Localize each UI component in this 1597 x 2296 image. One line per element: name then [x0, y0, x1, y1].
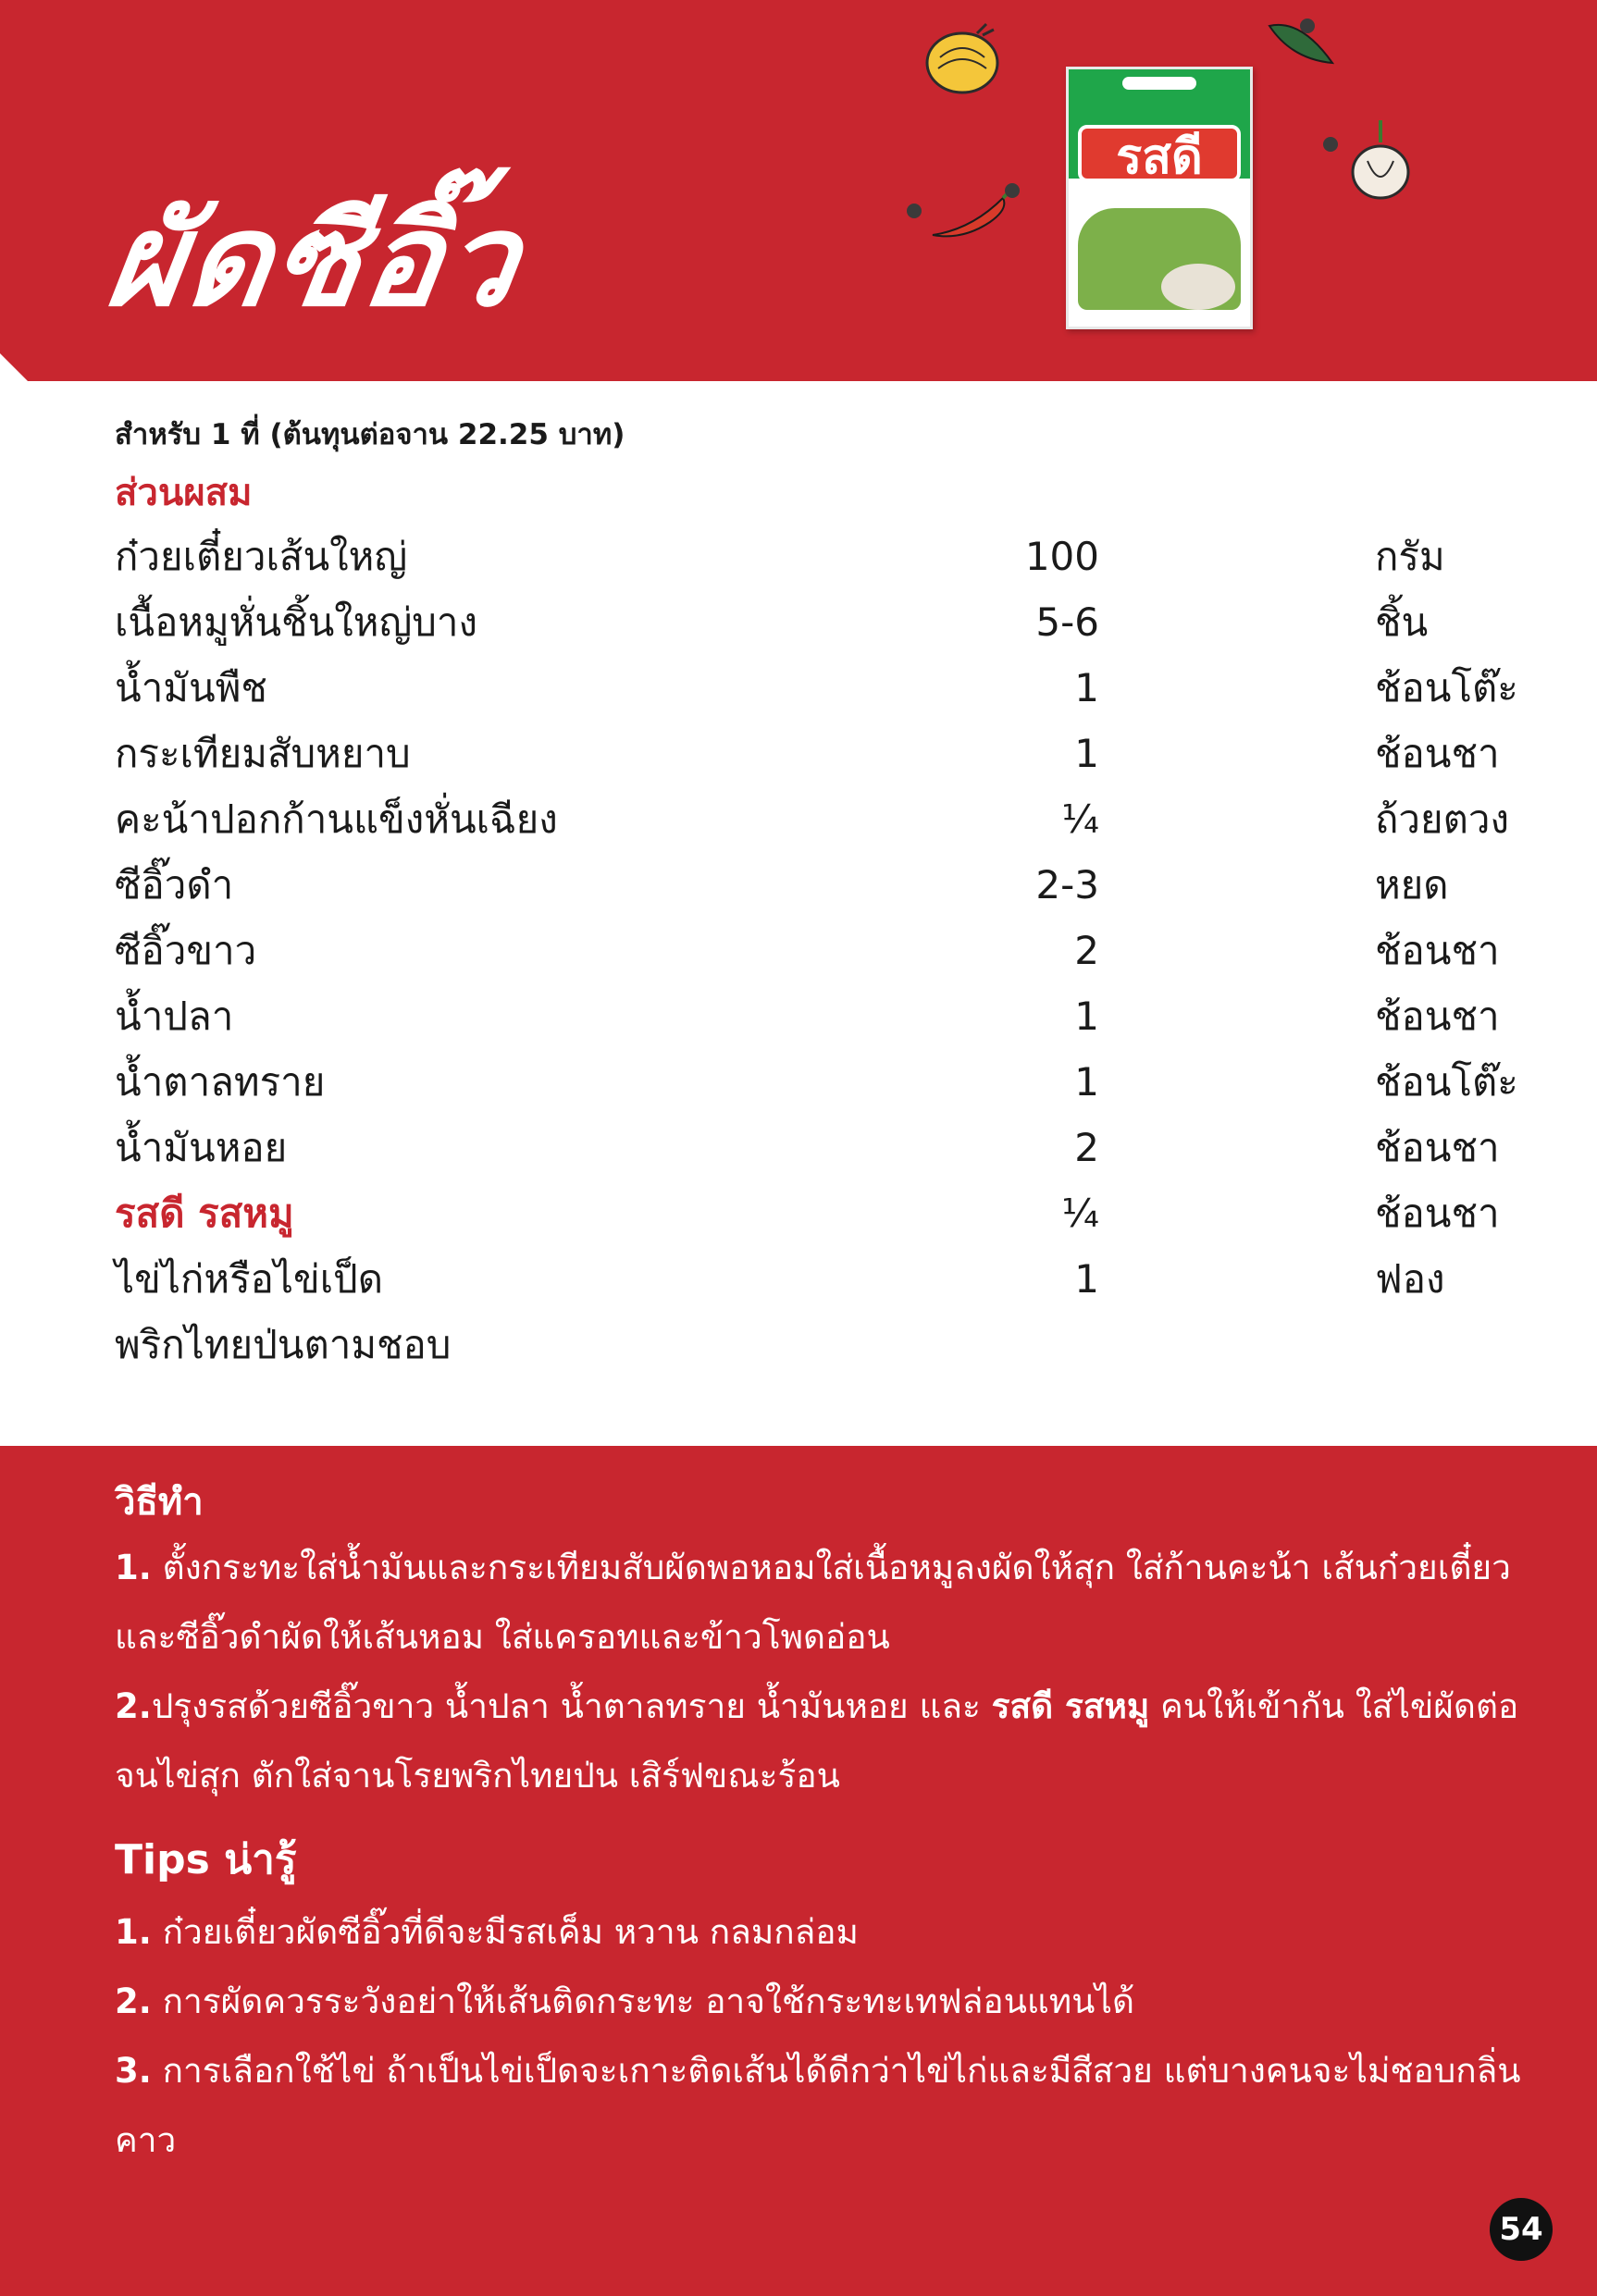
ingredient-unit: ช้อนชา	[1375, 1191, 1500, 1236]
ingredient-qty: 1	[1074, 1059, 1099, 1105]
ingredient-row	[115, 655, 1521, 721]
ingredient-name: ซีอิ๊วขาว	[115, 928, 257, 973]
ingredient-row-brand	[115, 1180, 1521, 1246]
ingredient-unit: ช้อนโต๊ะ	[1375, 1059, 1518, 1105]
ingredient-name: น้ำตาลทราย	[115, 1059, 326, 1105]
ingredient-unit: ช้อนชา	[1375, 1125, 1500, 1170]
pepper-dot	[1300, 19, 1315, 33]
ingredient-qty: 1	[1074, 665, 1099, 710]
step-text: คนให้เข้ากัน ใส่ไข่ผัดต่อ จนไข่สุก ตักใส่จานโรยพริกไทยป่น เสิร์ฟขณะร้อน	[115, 1686, 1519, 1796]
ingredient-qty: 2	[1074, 928, 1099, 973]
ingredient-qty: 1	[1074, 994, 1099, 1039]
ingredient-qty: 5-6	[1035, 599, 1099, 645]
ingredient-unit: ฟอง	[1375, 1256, 1445, 1302]
tip-text: การเลือกใช้ไข่ ถ้าเป็นไข่เป็ดจะเกาะติดเส้นได้ดีกว่าไข่ไก่และมีสีสวย แต่บางคนจะไม่ชอบกลิ่นคาว	[115, 2051, 1521, 2160]
ingredient-name-brand: รสดี รสหมู	[115, 1191, 294, 1236]
packet-maker-logo	[1122, 77, 1196, 90]
ingredient-row	[115, 524, 1521, 589]
method-heading: วิธีทำ	[115, 1481, 204, 1524]
ingredient-unit: ช้อนโต๊ะ	[1375, 665, 1518, 710]
ingredient-row	[115, 1049, 1521, 1115]
tips-heading: Tips น่ารู้	[115, 1836, 297, 1883]
ingredient-qty: 2-3	[1035, 862, 1099, 907]
step-number: 1.	[115, 1548, 152, 1587]
tip-text: การผัดควรระวังอย่าให้เส้นติดกระทะ อาจใช้กระทะเทฟล่อนแทนได้	[151, 1981, 1135, 2021]
garlic-icon	[1347, 115, 1414, 204]
ingredient-row	[115, 589, 1521, 655]
ingredient-row	[115, 1115, 1521, 1180]
ingredient-row	[115, 983, 1521, 1049]
ingredient-unit: หยด	[1375, 862, 1449, 907]
onion-icon	[922, 20, 1005, 96]
ingredient-qty: 100	[1024, 534, 1099, 579]
method-step	[115, 1672, 1540, 1810]
recipe-title: ผัดซีอิ๊ว	[98, 184, 531, 335]
ingredient-qty: ¼	[1061, 796, 1099, 842]
pepper-dot	[1323, 137, 1338, 152]
ingredient-name: น้ำปลา	[115, 994, 234, 1039]
ingredient-unit: ช้อนชา	[1375, 731, 1500, 776]
pepper-dot	[1005, 183, 1020, 198]
step-brand-name: รสดี รสหมู	[991, 1686, 1150, 1726]
tip-text: ก๋วยเตี๋ยวผัดซีอิ๊วที่ดีจะมีรสเค็ม หวาน กลมกล่อม	[151, 1912, 859, 1952]
ingredient-qty: ¼	[1061, 1191, 1099, 1236]
tip-item	[115, 2036, 1540, 2175]
tip-number: 2.	[115, 1981, 152, 2021]
tip-number: 1.	[115, 1912, 152, 1952]
ingredient-row	[115, 786, 1521, 852]
ingredient-name: ก๋วยเตี๋ยวเส้นใหญ่	[115, 534, 408, 579]
ingredients-section	[115, 407, 1521, 1377]
method-content	[115, 1472, 1540, 2175]
chili-icon	[925, 181, 1018, 246]
ingredient-unit: ช้อนชา	[1375, 994, 1500, 1039]
header-corner-notch	[0, 353, 28, 383]
step-text: ตั้งกระทะใส่น้ำมันและกระเทียมสับผัดพอหอมใส่เนื้อหมูลงผัดให้สุก ใส่ก้านคะน้า เส้นก๋วยเตี๋ยว และซีอิ๊วดำผัดให้เส้นหอม ใส่แครอทและข้าวโพดอ่อน	[115, 1548, 1511, 1657]
ingredient-name: ไข่ไก่หรือไข่เป็ด	[115, 1256, 383, 1302]
ingredient-name: น้ำมันพืช	[115, 665, 267, 710]
ingredient-row	[115, 721, 1521, 786]
method-step	[115, 1533, 1540, 1672]
tip-number: 3.	[115, 2051, 152, 2091]
ingredient-unit: กรัม	[1375, 534, 1445, 579]
packet-brand-logo: รสดี	[1078, 125, 1241, 182]
ingredient-name: กระเทียมสับหยาบ	[115, 731, 411, 776]
ingredient-unit: ช้อนชา	[1375, 928, 1500, 973]
ingredient-qty: 2	[1074, 1125, 1099, 1170]
ingredient-row	[115, 852, 1521, 918]
tip-item	[115, 1897, 1540, 1967]
ingredient-row	[115, 1246, 1521, 1312]
ingredient-name: ซีอิ๊วดำ	[115, 862, 234, 907]
page-number-badge: 54	[1490, 2198, 1553, 2261]
pepper-dot	[907, 204, 922, 218]
step-number: 2.	[115, 1686, 152, 1726]
packet-soup-photo	[1161, 264, 1235, 310]
method-section	[0, 1446, 1597, 2296]
ingredient-qty: 1	[1074, 1256, 1099, 1302]
tip-item	[115, 1967, 1540, 2036]
ingredient-name: เนื้อหมูหั่นชิ้นใหญ่บาง	[115, 599, 478, 645]
step-text: ปรุงรสด้วยซีอิ๊วขาว น้ำปลา น้ำตาลทราย น้ำมันหอย และ	[151, 1686, 992, 1726]
rosdee-packet-image	[1066, 67, 1253, 329]
ingredient-qty: 1	[1074, 731, 1099, 776]
ingredients-heading: ส่วนผสม	[115, 472, 253, 514]
ingredient-row	[115, 1312, 1521, 1377]
ingredient-unit: ถ้วยตวง	[1375, 796, 1509, 842]
ingredient-name: น้ำมันหอย	[115, 1125, 288, 1170]
ingredient-unit: ชิ้น	[1375, 599, 1429, 645]
ingredient-name: พริกไทยป่นตามชอบ	[115, 1322, 452, 1367]
header-banner	[0, 0, 1597, 381]
ingredient-row	[115, 918, 1521, 983]
ingredient-name: คะน้าปอกก้านแข็งหั่นเฉียง	[115, 796, 558, 842]
serving-info: สำหรับ 1 ที่ (ต้นทุนต่อจาน 22.25 บาท)	[115, 418, 625, 451]
